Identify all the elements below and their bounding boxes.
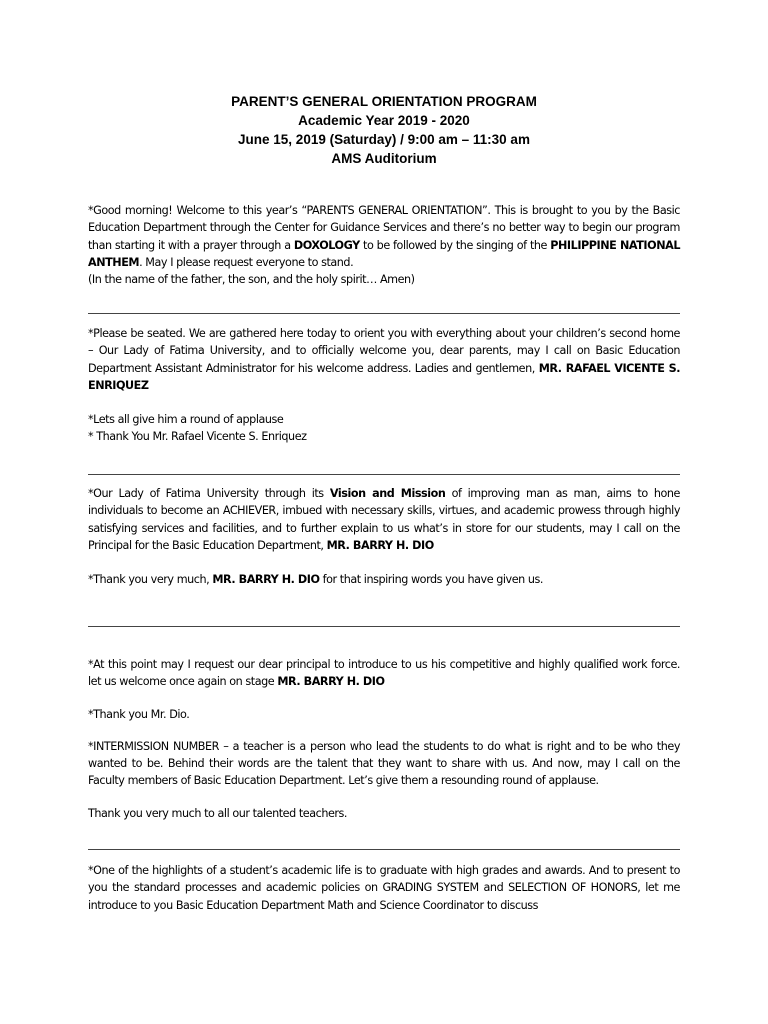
welcome-paragraph: [88, 325, 680, 394]
text-run: *Please be seated. We are gathered here today to orient you with everything about your children’s second home – Our Lady of Fatima University, and to officially welcome you, dear parents, may I call on Basic Education Department Assistant Administrator for his welcome address. Ladies and gentlemen,: [88, 327, 680, 375]
text-run: for that inspiring words you have given us.: [319, 573, 544, 587]
speaker-name: MR. BARRY H. DIO: [212, 573, 320, 587]
thank-you-line: *Thank you Mr. Dio.: [88, 707, 190, 721]
academic-year: Academic Year 2019 - 2020: [298, 113, 470, 128]
thank-you-line: [88, 571, 680, 588]
intermission-paragraph: *INTERMISSION NUMBER – a teacher is a person who lead the students to do what is right and to be who they wanted to be. Behind their words are the talent that they want to share with us. And now, may I call on the Faculty members of Basic Education Department. Let’s give them a resounding round of applause.: [88, 739, 680, 788]
text-run: . May I please request everyone to stand.: [139, 255, 354, 269]
prayer-line: (In the name of the father, the son, and the holy spirit… Amen): [88, 273, 415, 287]
section-grading: [88, 862, 680, 914]
text-run: *Good morning! Welcome to this year’s “PARENTS GENERAL ORIENTATION”. This is brought to you by the Basic Education Department through the Center for Guidance Services and there’s no better way to begin our program than starting it with a prayer through a: [88, 204, 680, 252]
date-time: June 15, 2019 (Saturday) / 9:00 am – 11:30 am: [238, 132, 530, 147]
anthem-emphasis: PHILIPPINE NATIONAL ANTHEM: [88, 238, 680, 269]
faculty-intro-paragraph: [88, 656, 680, 691]
section-divider: [88, 849, 680, 850]
program-header: [0, 92, 768, 168]
thank-you-line: * Thank You Mr. Rafael Vicente S. Enriquez: [88, 430, 307, 444]
section-divider: [88, 313, 680, 314]
section-divider: [88, 474, 680, 475]
grading-paragraph: *One of the highlights of a student’s academic life is to graduate with high grades and awards. And to present to you the standard processes and academic policies on GRADING SYSTEM and SELECTION OF HONORS, let me introduce to you Basic Education Department Math and Science Coordinator to discuss: [88, 864, 680, 912]
section-divider: [88, 626, 680, 627]
text-run: *At this point may I request our dear principal to introduce to us his competitive and highly qualified work force. let us welcome once again on stage: [88, 658, 680, 689]
vision-mission-emphasis: Vision and Mission: [329, 487, 446, 500]
principal-paragraph: [88, 485, 680, 554]
text-run: *Thank you very much,: [88, 573, 213, 587]
text-run: of improving man as man, aims to hone individuals to become an ACHIEVER, imbued with necessary skills, virtues, and academic prowess through highly satisfying services and facilities, and to further explain to us what’s in store for our students, may I call on the Principal for the Basic Education Department,: [88, 487, 680, 552]
speaker-name: MR. RAFAEL VICENTE S. ENRIQUEZ: [88, 361, 680, 392]
opening-paragraph: [88, 202, 680, 271]
section-welcome: [88, 325, 680, 446]
section-principal: [88, 485, 680, 588]
section-faculty: [88, 656, 680, 822]
venue: AMS Auditorium: [331, 151, 437, 166]
speaker-name: MR. BARRY H. DIO: [277, 675, 385, 689]
applause-line: *Lets all give him a round of applause: [88, 413, 284, 427]
text-run: *Our Lady of Fatima University through its: [88, 487, 330, 500]
program-title: PARENT’S GENERAL ORIENTATION PROGRAM: [231, 94, 537, 109]
speaker-name: MR. BARRY H. DIO: [326, 538, 434, 552]
teachers-thanks-line: Thank you very much to all our talented teachers.: [88, 806, 348, 820]
doxology-emphasis: DOXOLOGY: [293, 238, 360, 252]
section-opening: [88, 202, 680, 288]
text-run: to be followed by the singing of the: [359, 238, 551, 252]
